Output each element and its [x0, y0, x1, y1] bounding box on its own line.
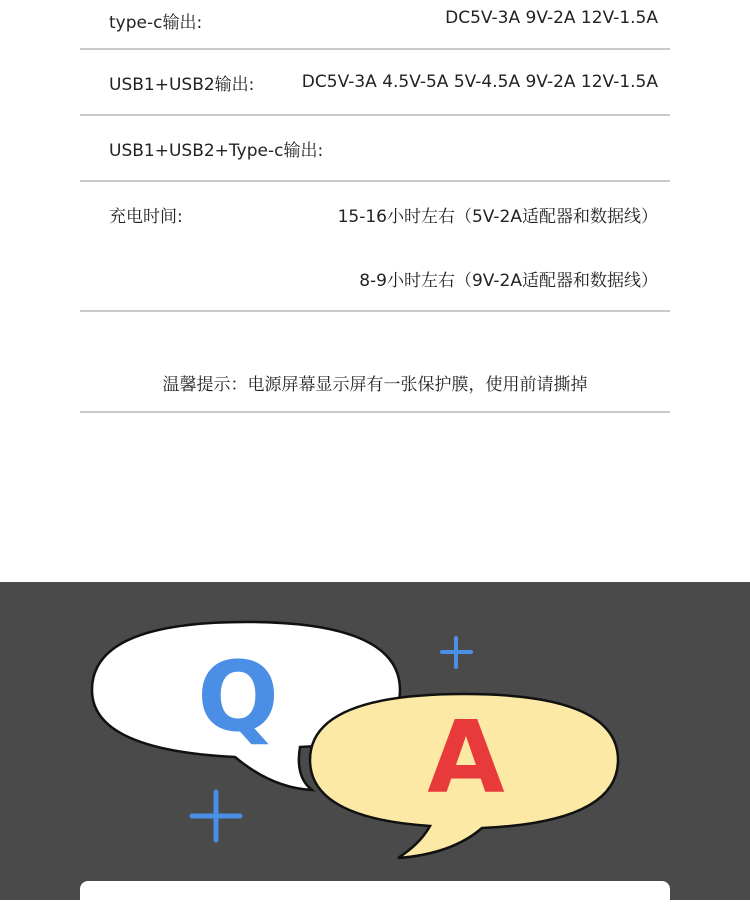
spec-value: DC5V-3A 4.5V-5A 5V-4.5A 9V-2A 12V-1.5A — [301, 72, 658, 92]
spec-label: 充电时间: — [109, 206, 183, 227]
warm-tip: 温馨提示：电源屏幕显示屏有一张保护膜，使用前请撕掉 — [80, 350, 670, 413]
spec-table — [80, 0, 670, 312]
spec-value: 15-16小时左右（5V-2A适配器和数据线） — [337, 206, 658, 227]
spec-value: DC5V-3A 9V-2A 12V-1.5A — [445, 8, 658, 28]
qa-banner — [0, 582, 750, 900]
answer-bubble — [310, 694, 618, 858]
qa-illustration — [0, 582, 750, 900]
plus-icon — [192, 792, 240, 840]
spec-row-typec — [80, 0, 670, 50]
spec-label: USB1+USB2输出: — [109, 74, 255, 95]
spec-row-usb — [80, 50, 670, 116]
q-letter: Q — [197, 641, 279, 753]
plus-icon — [442, 638, 471, 667]
a-letter: A — [427, 699, 505, 816]
spec-value: 8-9小时左右（9V-2A适配器和数据线） — [359, 270, 658, 291]
spec-label: type-c输出: — [109, 13, 203, 33]
spec-row-charge-time — [80, 182, 670, 312]
spec-label: USB1+USB2+Type-c输出: — [109, 140, 324, 161]
spec-row-all — [80, 116, 670, 182]
qa-content-card — [80, 881, 670, 921]
